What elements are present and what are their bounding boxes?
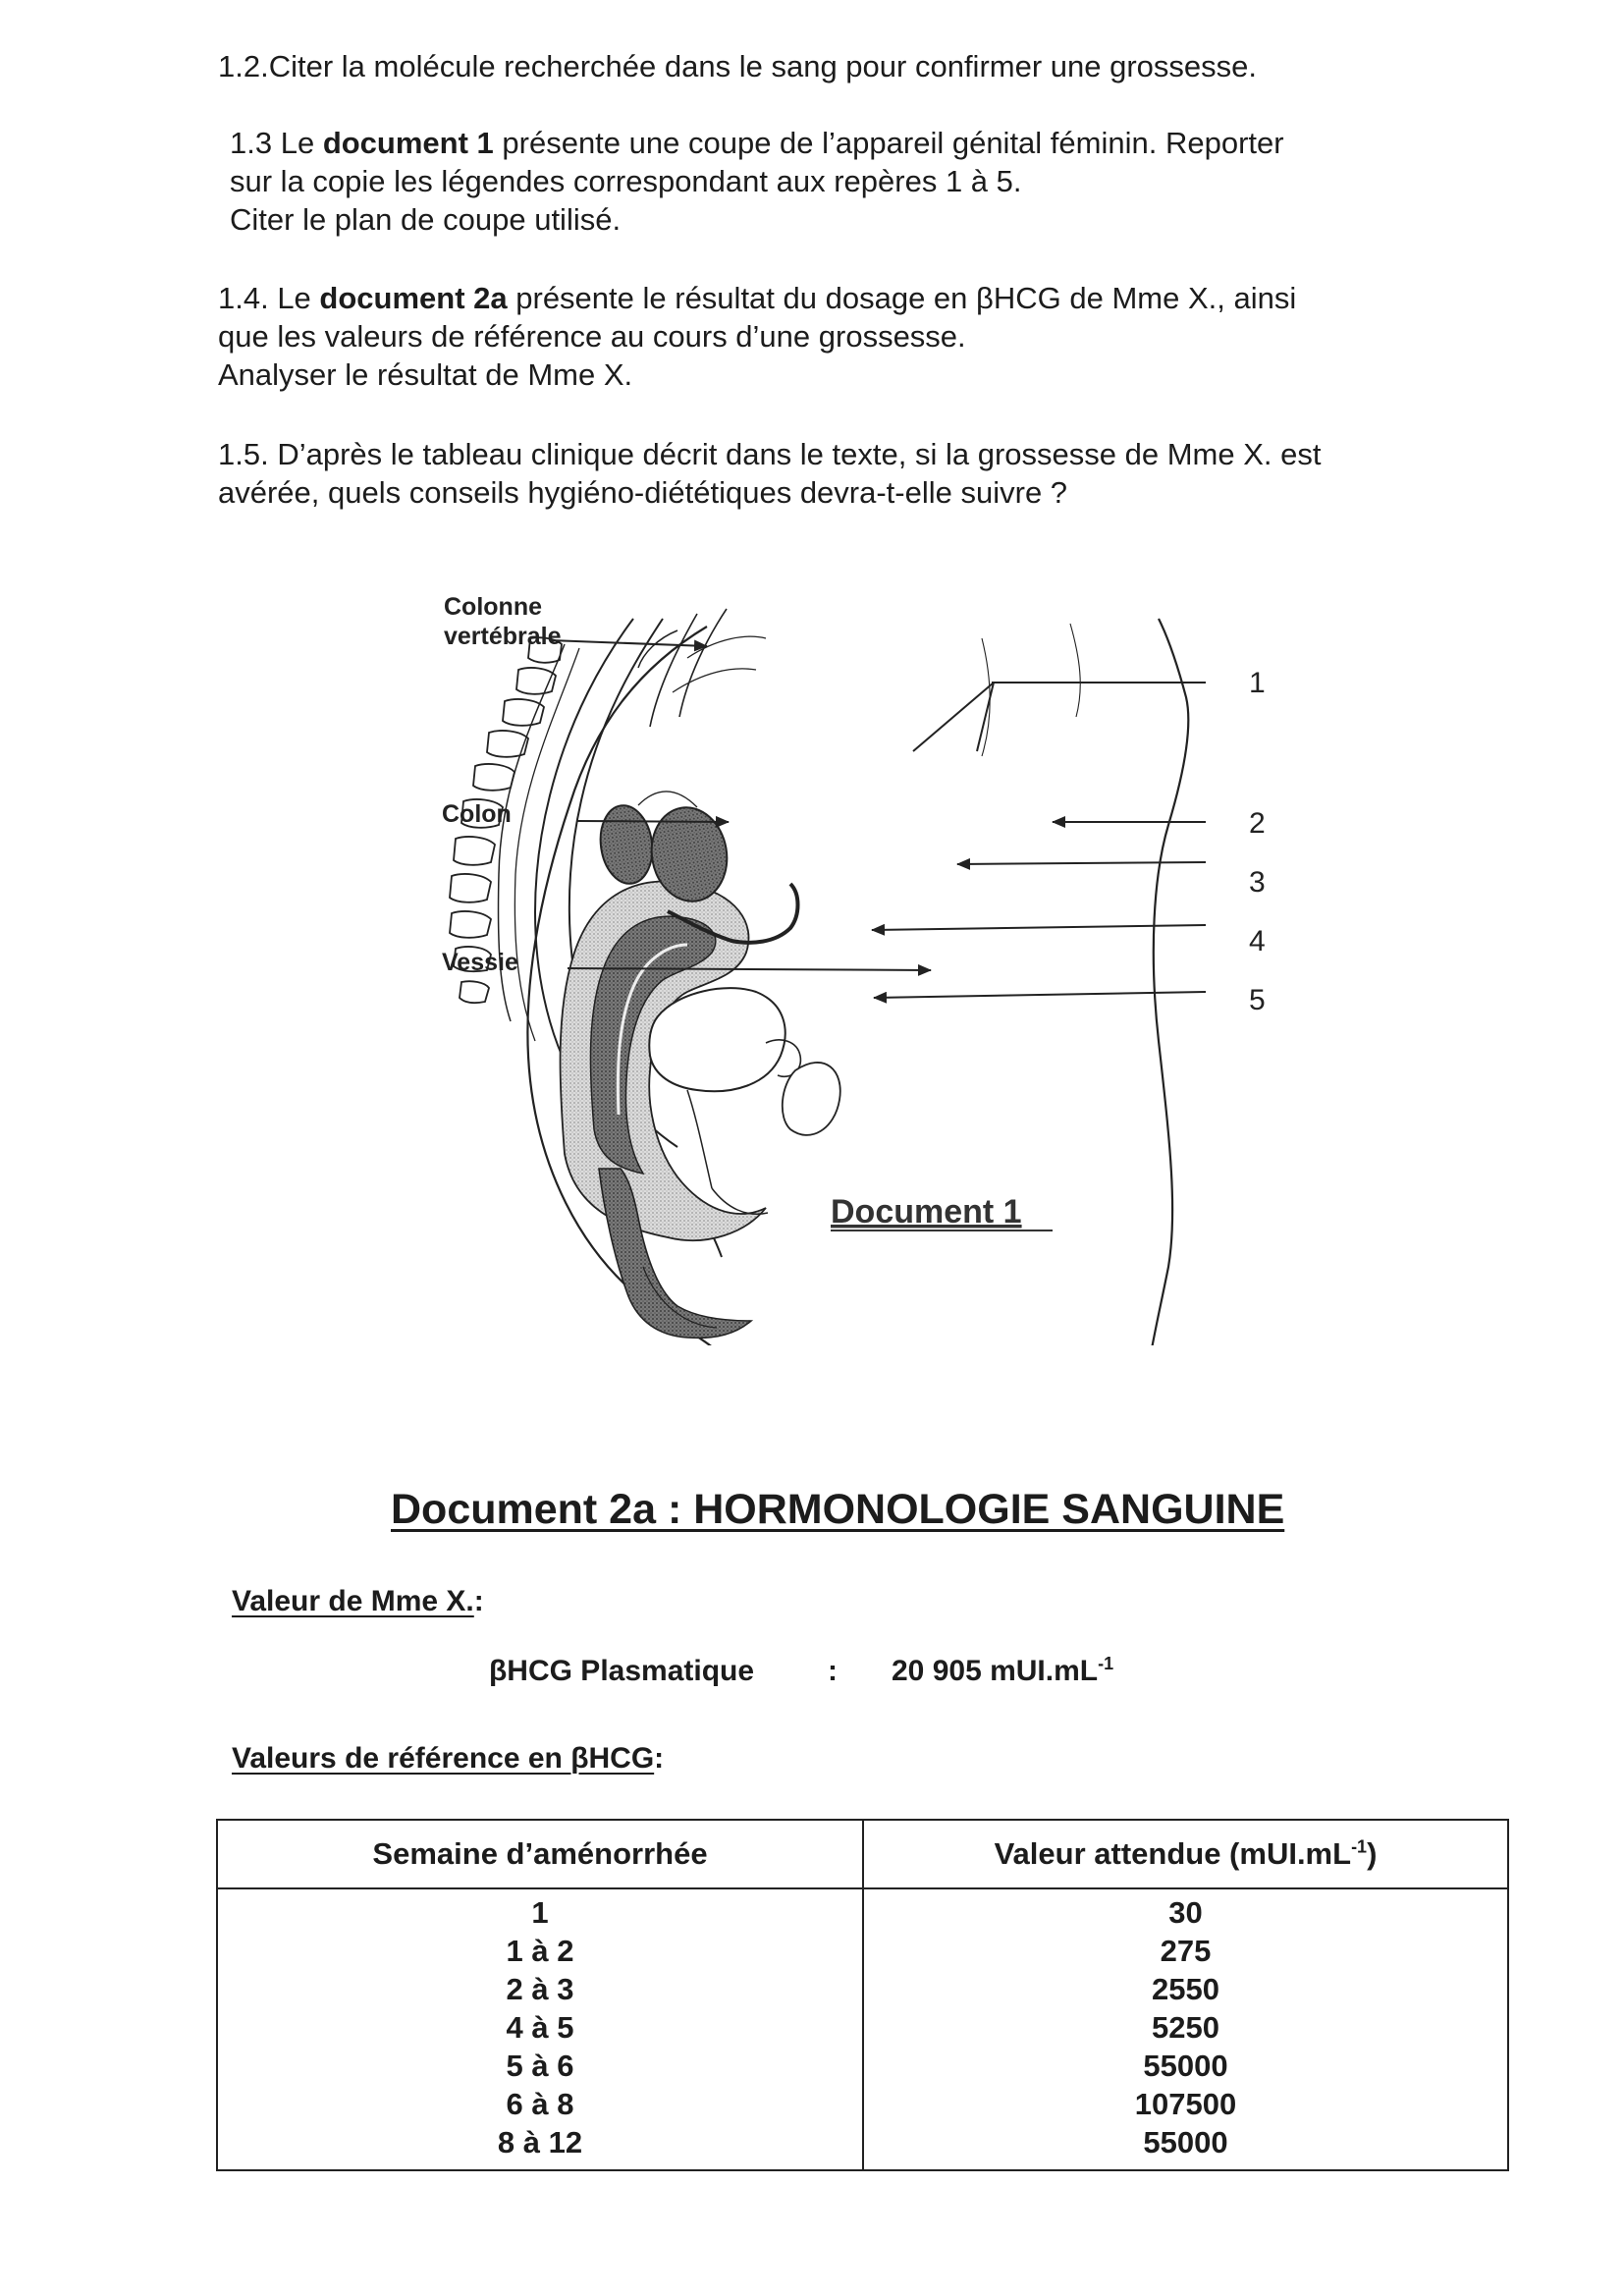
marker-5: 5: [1249, 984, 1266, 1016]
question-1-4-line-1: [218, 279, 1296, 317]
marker-line-3: [957, 862, 1206, 864]
value-cell: 275: [863, 1932, 1508, 1970]
reference-heading: Valeurs de référence en βHCG: [232, 1742, 655, 1775]
ovary-left: [596, 802, 658, 887]
table-row: [217, 2123, 1508, 2170]
question-1-4-prefix: 1.4. Le: [218, 281, 320, 315]
marker-line-5: [874, 992, 1206, 998]
value-cell: 55000: [863, 2047, 1508, 2085]
value-cell: 2550: [863, 1970, 1508, 2008]
column-header-value-text: Valeur attendue (mUI.mL: [994, 1836, 1352, 1871]
measure-separator: :: [828, 1655, 838, 1687]
column-header-week: Semaine d’aménorrhée: [217, 1820, 863, 1888]
table-row: [217, 2085, 1508, 2123]
value-cell: 30: [863, 1888, 1508, 1932]
pubic-symphysis: [783, 1063, 840, 1135]
value-cell: 107500: [863, 2085, 1508, 2123]
question-1-2-text: 1.2.Citer la molécule recherchée dans le sang pour confirmer une grossesse.: [218, 49, 1257, 83]
diagram-caption: Document 1: [831, 1193, 1022, 1230]
reference-values-table: [216, 1819, 1509, 2171]
marker-1: 1: [1249, 667, 1266, 699]
column-header-value-close: ): [1367, 1836, 1378, 1871]
table-row: [217, 1932, 1508, 1970]
body-outline-front: [1149, 619, 1188, 1345]
week-cell: 2 à 3: [217, 1970, 863, 2008]
question-1-3-line-1: [230, 124, 1284, 162]
column-header-value-exponent: -1: [1351, 1836, 1368, 1857]
measure-label: βHCG Plasmatique: [489, 1655, 755, 1687]
question-1-3: [230, 124, 1284, 239]
measure-value-exponent: -1: [1098, 1654, 1114, 1673]
marker-3: 3: [1249, 866, 1266, 899]
table-header-row: [217, 1820, 1508, 1888]
female-reproductive-system-diagram: [393, 579, 1296, 1345]
label-colonne-line-1: Colonne: [444, 593, 542, 621]
week-cell: 8 à 12: [217, 2123, 863, 2170]
document-2a-title: Document 2a : HORMONOLOGIE SANGUINE: [391, 1486, 1285, 1533]
table-row: [217, 2008, 1508, 2047]
column-header-value: [863, 1820, 1508, 1888]
table-row: [217, 1970, 1508, 2008]
question-1-5-line-2: avérée, quels conseils hygiéno-diététiques devra-t-elle suivre ?: [218, 475, 1068, 510]
marker-line-4: [872, 925, 1206, 930]
value-cell: 55000: [863, 2123, 1508, 2170]
question-1-4-line-1-rest: présente le résultat du dosage en βHCG de Mme X., ainsi: [507, 281, 1297, 315]
document-2a-reference: document 2a: [319, 281, 508, 315]
reference-heading-wrap: [232, 1742, 664, 1776]
measure-value: 20 905 mUI.mL: [892, 1655, 1099, 1687]
question-1-4-line-3: Analyser le résultat de Mme X.: [218, 357, 633, 392]
label-vessie: Vessie: [442, 949, 518, 976]
reference-heading-suffix: :: [654, 1742, 665, 1775]
question-1-3-line-2: sur la copie les légendes correspondant aux repères 1 à 5.: [230, 164, 1022, 198]
question-1-4: [218, 279, 1296, 394]
week-cell: 1: [217, 1888, 863, 1932]
label-colon: Colon: [442, 800, 512, 828]
patient-value-heading-suffix: :: [473, 1585, 484, 1617]
question-1-5-line-1: 1.5. D’après le tableau clinique décrit dans le texte, si la grossesse de Mme X. est: [218, 437, 1322, 471]
question-1-4-line-2: que les valeurs de référence au cours d’une grossesse.: [218, 319, 966, 354]
question-1-3-line-1-rest: présente une coupe de l’appareil génital féminin. Reporter: [493, 126, 1284, 160]
week-cell: 4 à 5: [217, 2008, 863, 2047]
marker-2: 2: [1249, 807, 1266, 840]
patient-value-heading-wrap: [232, 1585, 484, 1618]
label-colonne-line-2: vertébrale: [444, 623, 562, 650]
table-row: [217, 2047, 1508, 2085]
question-1-5: [218, 435, 1321, 512]
week-cell: 6 à 8: [217, 2085, 863, 2123]
value-cell: 5250: [863, 2008, 1508, 2047]
measure-value-wrap: [892, 1655, 1113, 1688]
marker-4: 4: [1249, 925, 1266, 957]
table-row: [217, 1888, 1508, 1932]
question-1-3-line-3: Citer le plan de coupe utilisé.: [230, 202, 622, 237]
question-1-3-prefix: 1.3 Le: [230, 126, 323, 160]
patient-value-heading: Valeur de Mme X.: [232, 1585, 474, 1617]
question-1-2: [218, 47, 1257, 85]
arrow-colon: [577, 821, 729, 822]
week-cell: 5 à 6: [217, 2047, 863, 2085]
document-1-reference: document 1: [322, 126, 494, 160]
week-cell: 1 à 2: [217, 1932, 863, 1970]
